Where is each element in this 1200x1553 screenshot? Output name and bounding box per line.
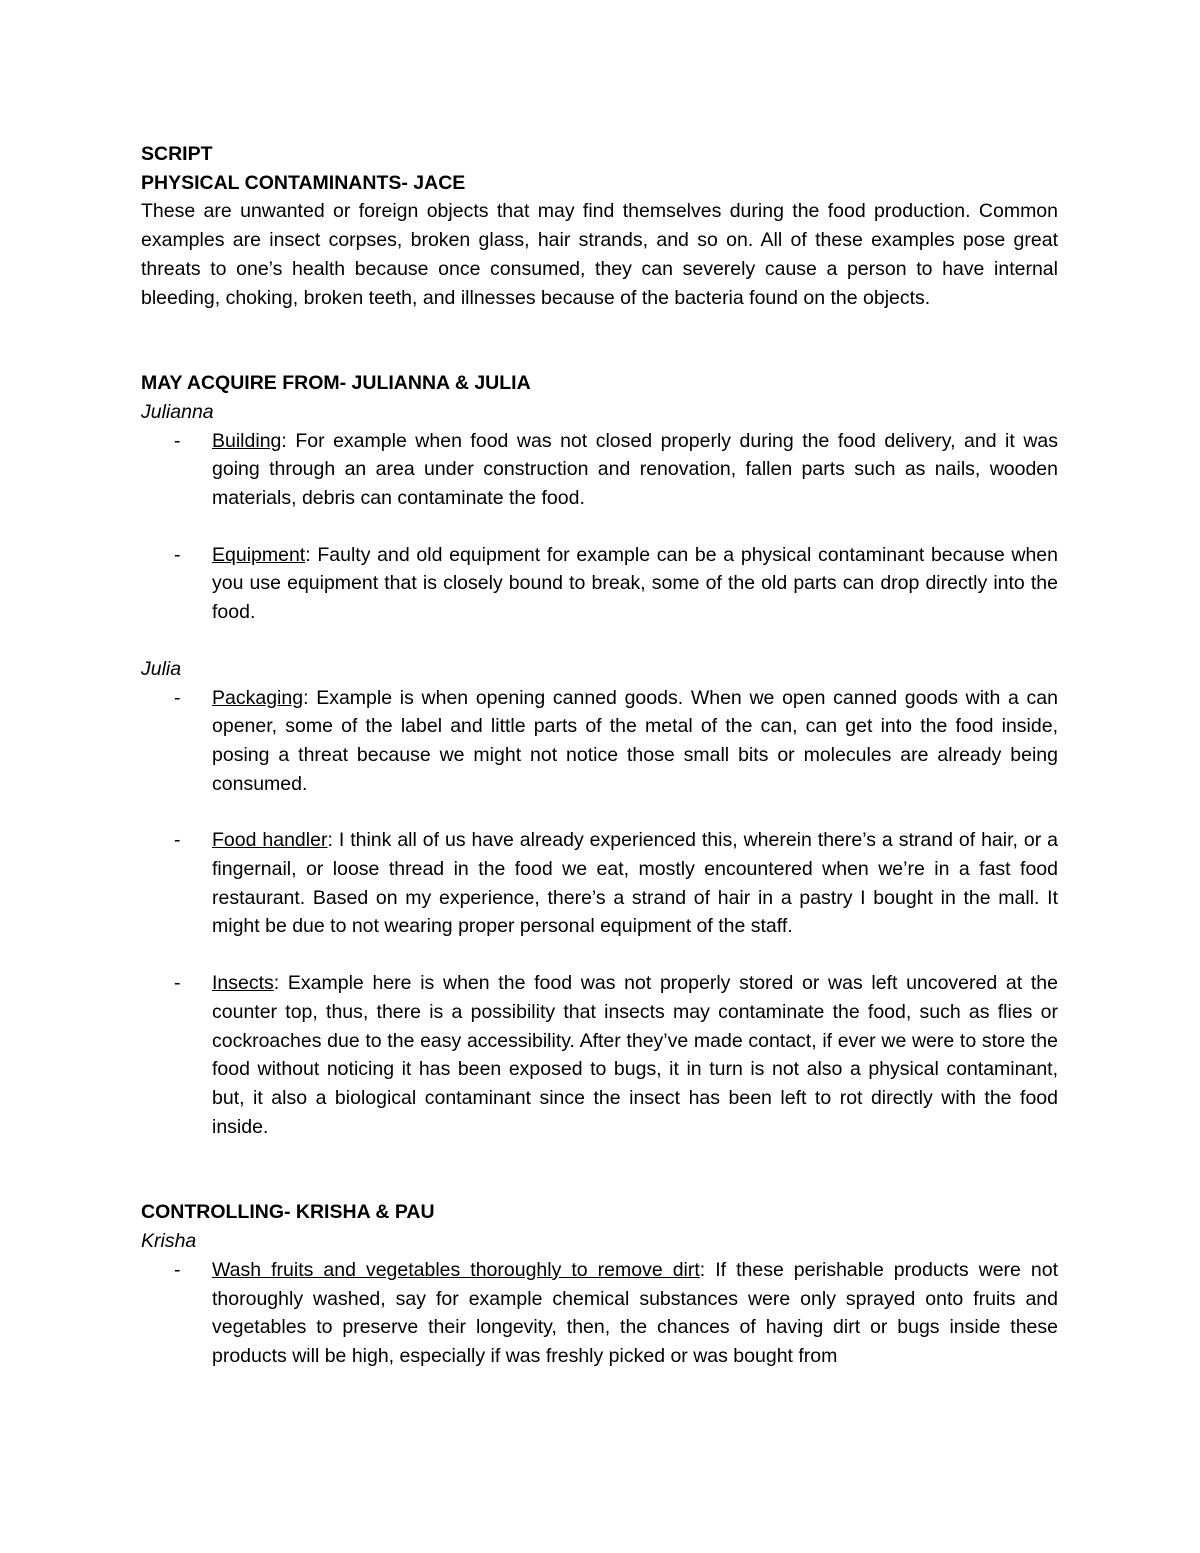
bullet-dash: - bbox=[174, 972, 181, 995]
term-separator: : bbox=[327, 829, 339, 852]
term-packaging: Packaging bbox=[212, 686, 304, 709]
term-separator: : bbox=[303, 686, 317, 709]
term-separator: : bbox=[305, 543, 318, 566]
bullet-dash: - bbox=[174, 829, 181, 852]
list-item-building bbox=[141, 427, 1058, 513]
section-heading-controlling: CONTROLLING- KRISHA & PAU bbox=[141, 1201, 435, 1224]
speaker-julia: Julia bbox=[141, 657, 182, 680]
item-text-insects: Example here is when the food was not properly stored or was left uncovered at the counter top, thus, there is a possibility that insects may contaminate the food, such as flies or cockroaches due to the easy accessibility. After they’ve made contact, if ever we were to store the food without noticing it has been exposed to bugs, it in turn is not also a physical contaminant, but, it also a biological contaminant since the insect has been left to rot directly with the food inside. bbox=[212, 972, 1058, 1138]
document-title: SCRIPT bbox=[141, 143, 213, 165]
list-item-food-handler bbox=[141, 826, 1058, 941]
item-text-wash-fruits: If these perishable products were not thoroughly washed, say for example chemical substances were only sprayed onto fruits and vegetables to preserve their longevity, then, the chances of having dirt or bugs inside these products will be high, especially if was freshly picked or was bought from bbox=[212, 1258, 1058, 1367]
term-insects: Insects bbox=[212, 972, 274, 995]
term-equipment: Equipment bbox=[212, 543, 306, 566]
term-wash-fruits: Wash fruits and vegetables thoroughly to remove dirt bbox=[212, 1258, 700, 1281]
section-heading-physical-contaminants: PHYSICAL CONTAMINANTS- JACE bbox=[141, 171, 466, 194]
item-text-building: For example when food was not closed properly during the food delivery, and it was going through an area under construction and renovation, fallen parts such as nails, wooden materials, debris can contaminate the food. bbox=[212, 429, 1058, 510]
paragraph-physical-contaminants: These are unwanted or foreign objects that may find themselves during the food production. Common examples are insect corpses, broken glass, hair strands, and so on. All of these examples pose great threats to one’s health because once consumed, they can severely cause a person to have internal bleeding, choking, broken teeth, and illnesses because of the bacteria found on the objects. bbox=[141, 200, 1058, 309]
speaker-krisha: Krisha bbox=[141, 1230, 197, 1253]
bullet-dash: - bbox=[174, 686, 181, 709]
item-text-packaging: Example is when opening canned goods. When we open canned goods with a can opener, some of the label and little parts of the metal of the can, can get into the food inside, posing a threat because we might not notice those small bits or molecules are already being consumed. bbox=[212, 686, 1058, 795]
list-item-equipment bbox=[141, 541, 1058, 627]
term-separator: : bbox=[281, 429, 296, 452]
document-page bbox=[141, 140, 1058, 1371]
speaker-julianna: Julianna bbox=[141, 400, 214, 423]
bullet-dash: - bbox=[174, 429, 181, 452]
list-item-packaging bbox=[141, 684, 1058, 799]
item-text-food-handler: I think all of us have already experienced this, wherein there’s a strand of hair, or a fingernail, or loose thread in the food we eat, mostly encountered when we’re in a fast food restaurant. Based on my experience, there’s a strand of hair in a pastry I bought in the mall. It might be due to not wearing proper personal equipment of the staff. bbox=[212, 829, 1058, 938]
bullet-dash: - bbox=[174, 543, 181, 566]
term-separator: : bbox=[273, 972, 288, 995]
list-item-wash-fruits bbox=[141, 1256, 1058, 1371]
list-item-insects bbox=[141, 969, 1058, 1141]
term-building: Building bbox=[212, 429, 282, 452]
bullet-dash: - bbox=[174, 1258, 181, 1281]
item-text-equipment: Faulty and old equipment for example can be a physical contaminant because when you use equipment that is closely bound to break, some of the old parts can drop directly into the food. bbox=[212, 543, 1058, 624]
term-separator: : bbox=[699, 1258, 716, 1281]
section-heading-may-acquire-from: MAY ACQUIRE FROM- JULIANNA & JULIA bbox=[141, 372, 531, 395]
term-food-handler: Food handler bbox=[212, 829, 328, 852]
